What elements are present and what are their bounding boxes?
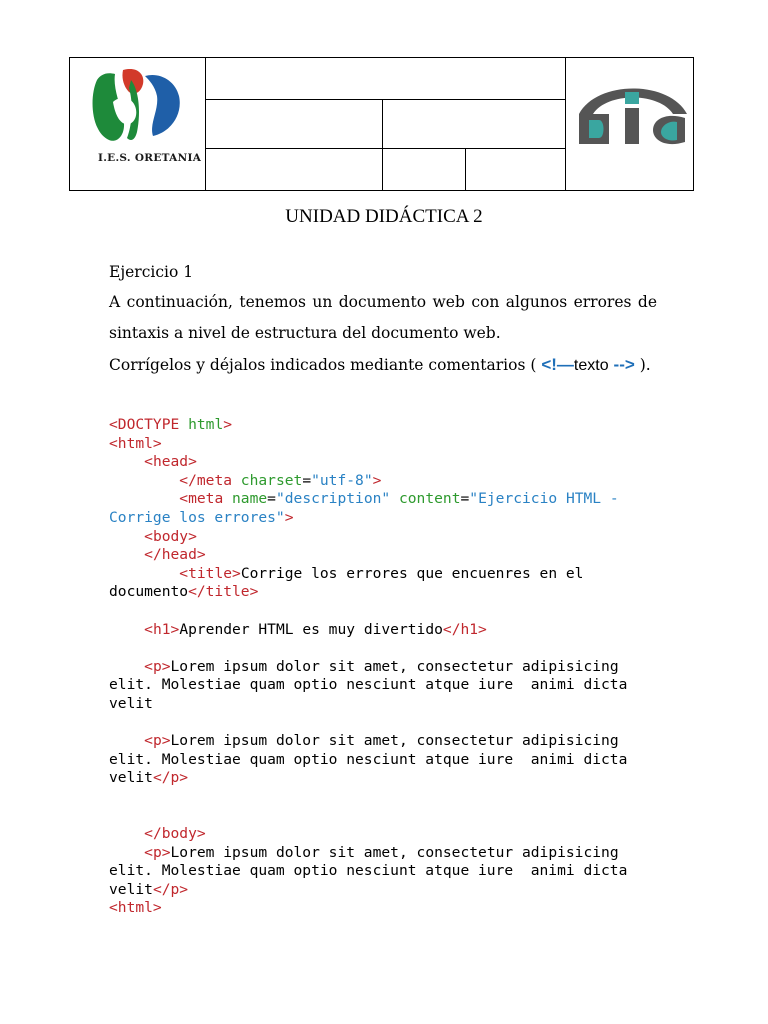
school-name: I.E.S. ORETANIA (98, 152, 202, 164)
code-line: <DOCTYPE html> (109, 416, 233, 433)
document-title: UNIDAD DIDÁCTICA 2 (285, 206, 483, 227)
code-line: <html> (109, 899, 162, 917)
code-line: velit</p> (109, 769, 189, 787)
exercise-paragraph-line: A continuación, tenemos un documento web con algunos errores de (109, 293, 657, 311)
code-line: <p>Lorem ipsum dolor sit amet, consectetur adipisicing (144, 843, 619, 861)
code-line: </body> (144, 825, 206, 843)
comment-close-marker: --> (613, 355, 635, 374)
code-line: elit. Molestiae quam optio nesciunt atque iure animi dicta (109, 750, 628, 768)
code-line: <body> (144, 527, 197, 545)
header-divider (205, 148, 565, 149)
code-line: </head> (144, 546, 206, 564)
comment-open-marker: <!— (541, 355, 574, 374)
code-line: <p>Lorem ipsum dolor sit amet, consectetur adipisicing (144, 657, 619, 675)
school-logo (79, 62, 202, 187)
code-line: <meta name="description" content="Ejercicio HTML - (179, 490, 619, 508)
code-line: <title>Corrige los errores que encuenres en el (179, 564, 584, 582)
code-line: <head> (144, 453, 197, 471)
code-line: <h1>Aprender HTML es muy divertido</h1> (144, 620, 487, 638)
code-line: documento</title> (109, 583, 259, 601)
comment-example-text: texto (573, 357, 609, 374)
code-line: velit</p> (109, 880, 189, 898)
code-line: elit. Molestiae quam optio nesciunt atque iure animi dicta (109, 676, 628, 694)
code-line: </meta charset="utf-8"> (179, 471, 382, 489)
code-line: velit (109, 694, 153, 712)
dic-logo (577, 78, 689, 148)
code-line: <html> (109, 434, 162, 452)
header-divider (382, 99, 383, 190)
header-divider (205, 99, 565, 100)
code-line: <p>Lorem ipsum dolor sit amet, consectetur adipisicing (144, 732, 619, 750)
code-listing (109, 416, 669, 918)
instruction-text: Corrígelos y déjalos indicados mediante comentarios ( (109, 356, 537, 374)
header-divider (205, 58, 206, 190)
header-divider (565, 58, 566, 190)
exercise-paragraph-line: sintaxis a nivel de estructura del documento web. (109, 324, 501, 342)
instruction-suffix: ). (639, 356, 651, 374)
exercise-instruction (109, 355, 657, 376)
exercise-heading: Ejercicio 1 (109, 263, 194, 281)
code-line: elit. Molestiae quam optio nesciunt atque iure animi dicta (109, 862, 628, 880)
header-divider (465, 148, 466, 190)
code-line: Corrige los errores"> (109, 508, 294, 526)
